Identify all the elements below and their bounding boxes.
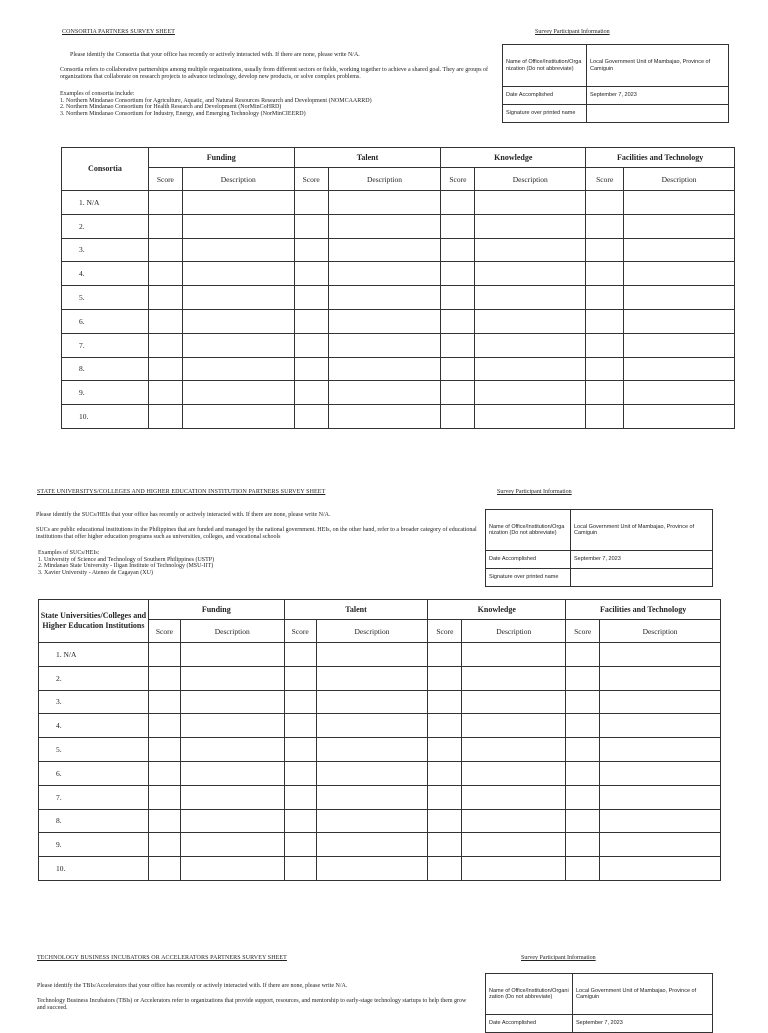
score-header: Score xyxy=(428,620,462,643)
description-cell[interactable] xyxy=(600,738,721,762)
score-cell[interactable] xyxy=(284,761,316,785)
name-label: Name of Office/Institution/Orga nization (Do not abbreviate) xyxy=(486,510,571,551)
description-cell[interactable] xyxy=(182,286,294,310)
name-value[interactable]: Local Government Unit of Mambajao, Province of Camiguin xyxy=(587,45,729,87)
section-3-title: TECHNOLOGY BUSINESS INCUBATORS OR ACCELERATORS PARTNERS SURVEY SHEET xyxy=(37,955,287,961)
description-cell[interactable] xyxy=(328,191,441,215)
row-label: 2. xyxy=(39,666,149,690)
example-item: 3. Xavier University - Ateneo de Cagayan (XU) xyxy=(38,569,153,576)
description-cell[interactable] xyxy=(624,405,735,429)
section-2-examples xyxy=(38,550,478,576)
row-label: 8. xyxy=(39,809,149,833)
description-cell[interactable] xyxy=(180,690,284,714)
description-cell[interactable] xyxy=(316,785,428,809)
table-row xyxy=(39,714,721,738)
description-cell[interactable] xyxy=(475,238,586,262)
description-cell[interactable] xyxy=(624,333,735,357)
description-cell[interactable] xyxy=(316,833,428,857)
description-cell[interactable] xyxy=(328,381,441,405)
description-cell[interactable] xyxy=(316,761,428,785)
score-cell[interactable] xyxy=(586,286,624,310)
description-cell[interactable] xyxy=(624,238,735,262)
score-cell[interactable] xyxy=(294,357,328,381)
description-cell[interactable] xyxy=(316,857,428,881)
description-header: Description xyxy=(180,620,284,643)
score-cell[interactable] xyxy=(284,809,316,833)
score-cell[interactable] xyxy=(148,785,180,809)
description-cell[interactable] xyxy=(475,286,586,310)
description-cell[interactable] xyxy=(182,238,294,262)
table-row xyxy=(62,238,735,262)
description-cell[interactable] xyxy=(600,761,721,785)
description-cell[interactable] xyxy=(475,262,586,286)
example-item: 1. University of Science and Technology of Southern Philippines (USTP) xyxy=(38,556,215,563)
score-cell[interactable] xyxy=(441,214,475,238)
score-cell[interactable] xyxy=(428,785,462,809)
score-cell[interactable] xyxy=(441,333,475,357)
description-cell[interactable] xyxy=(600,833,721,857)
name-value[interactable]: Local Government Unit of Mambajao, Province of Camiguin xyxy=(571,510,713,551)
participant-info-table-2 xyxy=(485,509,713,587)
row-label: 3. xyxy=(62,238,149,262)
score-cell[interactable] xyxy=(586,191,624,215)
date-value[interactable]: September 7, 2023 xyxy=(571,551,713,569)
table-row xyxy=(39,738,721,762)
description-header: Description xyxy=(624,168,735,191)
score-cell[interactable] xyxy=(284,666,316,690)
signature-label: Signature over printed name xyxy=(503,105,587,123)
description-cell[interactable] xyxy=(475,381,586,405)
score-cell[interactable] xyxy=(148,761,180,785)
table-row xyxy=(39,785,721,809)
score-cell[interactable] xyxy=(566,809,600,833)
description-cell[interactable] xyxy=(624,262,735,286)
score-cell[interactable] xyxy=(566,690,600,714)
description-header: Description xyxy=(462,620,566,643)
score-cell[interactable] xyxy=(294,262,328,286)
score-cell[interactable] xyxy=(148,738,180,762)
table-row xyxy=(62,191,735,215)
score-cell[interactable] xyxy=(441,238,475,262)
score-header: Score xyxy=(441,168,475,191)
description-header: Description xyxy=(328,168,441,191)
description-cell[interactable] xyxy=(462,833,566,857)
description-cell[interactable] xyxy=(475,309,586,333)
score-cell[interactable] xyxy=(294,238,328,262)
name-label: Name of Office/Institution/Orga nization (Do not abbreviate) xyxy=(503,45,587,87)
description-header: Description xyxy=(182,168,294,191)
score-cell[interactable] xyxy=(586,357,624,381)
description-cell[interactable] xyxy=(182,381,294,405)
name-value[interactable]: Local Government Unit of Mambajao, Province of Camiguin xyxy=(573,974,713,1015)
table-row xyxy=(62,214,735,238)
row-label: 8. xyxy=(62,357,149,381)
suc-hei-header: State Universities/Colleges and Higher Education Institutions xyxy=(39,600,149,643)
signature-label: Signature over printed name xyxy=(486,569,571,587)
description-cell[interactable] xyxy=(180,761,284,785)
row-label: 9. xyxy=(39,833,149,857)
description-cell[interactable] xyxy=(462,738,566,762)
score-cell[interactable] xyxy=(566,833,600,857)
score-cell[interactable] xyxy=(586,405,624,429)
section-1-instruction: Please identify the Consortia that your office has recently or actively interacted with. If there are none, please write N/A. xyxy=(70,52,360,58)
row-label: 5. xyxy=(62,286,149,310)
score-cell[interactable] xyxy=(586,309,624,333)
table-row xyxy=(39,690,721,714)
facilities-header: Facilities and Technology xyxy=(566,600,721,620)
row-label: 9. xyxy=(62,381,149,405)
suc-hei-table xyxy=(38,599,721,881)
description-cell[interactable] xyxy=(462,690,566,714)
consortia-table xyxy=(61,147,735,429)
row-label: 5. xyxy=(39,738,149,762)
score-cell[interactable] xyxy=(148,714,180,738)
row-label: 4. xyxy=(39,714,149,738)
description-header: Description xyxy=(316,620,428,643)
description-cell[interactable] xyxy=(182,333,294,357)
row-label: 2. xyxy=(62,214,149,238)
score-cell[interactable] xyxy=(586,214,624,238)
description-header: Description xyxy=(600,620,721,643)
description-cell[interactable] xyxy=(600,857,721,881)
score-cell[interactable] xyxy=(284,714,316,738)
row-label: 6. xyxy=(62,309,149,333)
score-cell[interactable] xyxy=(148,405,182,429)
section-2-definition: SUCs are public educational institutions in the Philippines that are funded and managed by the national government. HEIs, on the other hand, refer to a broader category of educational institutions that offer higher education programs such as universities, colleges, and vocational schools xyxy=(36,527,477,540)
description-cell[interactable] xyxy=(180,857,284,881)
score-cell[interactable] xyxy=(294,286,328,310)
description-cell[interactable] xyxy=(600,714,721,738)
row-label: 1. N/A xyxy=(39,643,149,667)
score-cell[interactable] xyxy=(284,643,316,667)
score-cell[interactable] xyxy=(148,690,180,714)
section-3-instruction: Please identify the TBIs/Accelerators that your office has recently or actively interacted with. If there are none, please write N/A. xyxy=(37,983,348,989)
score-cell[interactable] xyxy=(294,381,328,405)
signature-field[interactable] xyxy=(571,569,713,587)
score-cell[interactable] xyxy=(148,191,182,215)
score-cell[interactable] xyxy=(148,381,182,405)
description-cell[interactable] xyxy=(182,357,294,381)
section-1-definition: Consortia refers to collaborative partnerships among multiple organizations, usually from different sectors or fields, working together to achieve a shared goal. They are groups of organizations that collaborate on research projects to advance technology, develop new products, or solve complex problems. xyxy=(60,67,489,80)
description-cell[interactable] xyxy=(462,643,566,667)
description-cell[interactable] xyxy=(624,357,735,381)
description-cell[interactable] xyxy=(180,785,284,809)
participant-info-title-2: Survey Participant Information xyxy=(497,489,572,495)
score-header: Score xyxy=(148,620,180,643)
description-cell[interactable] xyxy=(182,405,294,429)
description-cell[interactable] xyxy=(180,738,284,762)
score-cell[interactable] xyxy=(586,238,624,262)
description-cell[interactable] xyxy=(462,761,566,785)
description-cell[interactable] xyxy=(328,238,441,262)
description-cell[interactable] xyxy=(328,405,441,429)
description-cell[interactable] xyxy=(475,191,586,215)
funding-header: Funding xyxy=(148,148,294,168)
description-cell[interactable] xyxy=(180,809,284,833)
score-cell[interactable] xyxy=(428,833,462,857)
score-cell[interactable] xyxy=(294,333,328,357)
description-cell[interactable] xyxy=(328,286,441,310)
example-item: 2. Northern Mindanao Consortium for Health Research and Development (NorMinCoHRD) xyxy=(60,104,282,111)
score-cell[interactable] xyxy=(148,809,180,833)
date-label: Date Accomplished xyxy=(486,551,571,569)
description-cell[interactable] xyxy=(600,809,721,833)
name-label: Name of Office/Institution/Organi zation (Do not abbreviate) xyxy=(486,974,573,1015)
description-cell[interactable] xyxy=(624,191,735,215)
table-row xyxy=(62,333,735,357)
row-label: 6. xyxy=(39,761,149,785)
row-label: 7. xyxy=(39,785,149,809)
description-cell[interactable] xyxy=(475,214,586,238)
score-header: Score xyxy=(566,620,600,643)
description-cell[interactable] xyxy=(316,690,428,714)
score-cell[interactable] xyxy=(148,238,182,262)
score-cell[interactable] xyxy=(566,785,600,809)
section-2-instruction: Please identify the SUCs/HEIs that your office has recently or actively interacted with. If there are none, please write N/A. xyxy=(36,512,331,518)
participant-info-table-1 xyxy=(502,44,729,123)
description-cell[interactable] xyxy=(600,666,721,690)
description-cell[interactable] xyxy=(600,785,721,809)
section-1-title: CONSORTIA PARTNERS SURVEY SHEET xyxy=(62,29,175,35)
date-label: Date Accomplished xyxy=(486,1015,573,1033)
examples-heading: Examples of consortia include: xyxy=(60,91,135,97)
description-cell[interactable] xyxy=(180,833,284,857)
description-cell[interactable] xyxy=(182,214,294,238)
example-item: 3. Northern Mindanao Consortium for Industry, Energy, and Emerging Technology (NorMinCIEERD) xyxy=(60,110,306,117)
score-cell[interactable] xyxy=(441,405,475,429)
description-cell[interactable] xyxy=(316,666,428,690)
example-item: 1. Northern Mindanao Consortium for Agriculture, Aquatic, and Natural Resources Research and Development (NOMCAARRD) xyxy=(60,97,372,104)
description-cell[interactable] xyxy=(475,357,586,381)
score-cell[interactable] xyxy=(441,286,475,310)
description-cell[interactable] xyxy=(316,738,428,762)
description-cell[interactable] xyxy=(462,714,566,738)
participant-info-table-3 xyxy=(485,973,713,1033)
description-cell[interactable] xyxy=(316,714,428,738)
table-row xyxy=(39,809,721,833)
section-2-title: STATE UNIVERSITYS/COLLEGES AND HIGHER EDUCATION INSTITUTION PARTNERS SURVEY SHEET xyxy=(37,489,326,495)
description-cell[interactable] xyxy=(180,714,284,738)
score-cell[interactable] xyxy=(566,738,600,762)
description-cell[interactable] xyxy=(182,262,294,286)
date-label: Date Accomplished xyxy=(503,87,587,105)
table-row xyxy=(39,857,721,881)
section-1-examples xyxy=(60,91,500,117)
score-cell[interactable] xyxy=(148,643,180,667)
description-cell[interactable] xyxy=(624,309,735,333)
description-cell[interactable] xyxy=(328,333,441,357)
score-cell[interactable] xyxy=(428,809,462,833)
table-row xyxy=(62,286,735,310)
row-label: 3. xyxy=(39,690,149,714)
description-cell[interactable] xyxy=(462,809,566,833)
score-cell[interactable] xyxy=(566,714,600,738)
description-cell[interactable] xyxy=(328,309,441,333)
description-cell[interactable] xyxy=(316,809,428,833)
score-cell[interactable] xyxy=(428,857,462,881)
row-label: 4. xyxy=(62,262,149,286)
score-cell[interactable] xyxy=(294,405,328,429)
score-cell[interactable] xyxy=(441,262,475,286)
score-cell[interactable] xyxy=(284,857,316,881)
score-cell[interactable] xyxy=(566,666,600,690)
table-row xyxy=(62,262,735,286)
date-value[interactable]: September 7, 2023 xyxy=(587,87,729,105)
score-cell[interactable] xyxy=(148,333,182,357)
score-cell[interactable] xyxy=(566,857,600,881)
table-row xyxy=(39,761,721,785)
row-label: 10. xyxy=(62,405,149,429)
score-cell[interactable] xyxy=(428,666,462,690)
description-cell[interactable] xyxy=(328,214,441,238)
table-row xyxy=(62,405,735,429)
description-cell[interactable] xyxy=(600,643,721,667)
score-cell[interactable] xyxy=(284,738,316,762)
consortia-header: Consortia xyxy=(62,148,149,191)
description-cell[interactable] xyxy=(475,405,586,429)
score-cell[interactable] xyxy=(148,214,182,238)
description-cell[interactable] xyxy=(182,191,294,215)
score-header: Score xyxy=(586,168,624,191)
description-cell[interactable] xyxy=(462,857,566,881)
description-cell[interactable] xyxy=(462,666,566,690)
description-cell[interactable] xyxy=(182,309,294,333)
score-cell[interactable] xyxy=(586,333,624,357)
participant-info-title-1: Survey Participant Information xyxy=(535,29,610,35)
score-cell[interactable] xyxy=(284,785,316,809)
table-row xyxy=(62,357,735,381)
score-cell[interactable] xyxy=(566,761,600,785)
score-cell[interactable] xyxy=(586,262,624,286)
score-cell[interactable] xyxy=(294,309,328,333)
description-cell[interactable] xyxy=(462,785,566,809)
table-row xyxy=(39,666,721,690)
row-label: 7. xyxy=(62,333,149,357)
description-cell[interactable] xyxy=(475,333,586,357)
score-cell[interactable] xyxy=(428,714,462,738)
talent-header: Talent xyxy=(284,600,428,620)
score-cell[interactable] xyxy=(566,643,600,667)
score-cell[interactable] xyxy=(428,761,462,785)
score-cell[interactable] xyxy=(148,309,182,333)
participant-info-title-3: Survey Participant Information xyxy=(521,955,596,961)
row-label: 1. N/A xyxy=(62,191,149,215)
funding-header: Funding xyxy=(148,600,284,620)
score-cell[interactable] xyxy=(148,666,180,690)
score-cell[interactable] xyxy=(428,738,462,762)
description-cell[interactable] xyxy=(624,381,735,405)
score-cell[interactable] xyxy=(441,191,475,215)
example-item: 2. Mindanao State University - Iligan Institute of Technology (MSU-IIT) xyxy=(38,563,214,570)
description-cell[interactable] xyxy=(624,286,735,310)
knowledge-header: Knowledge xyxy=(441,148,586,168)
score-cell[interactable] xyxy=(284,833,316,857)
score-cell[interactable] xyxy=(148,833,180,857)
score-cell[interactable] xyxy=(148,262,182,286)
table-row xyxy=(62,309,735,333)
row-label: 10. xyxy=(39,857,149,881)
date-value[interactable]: September 7, 2023 xyxy=(573,1015,713,1033)
signature-field[interactable] xyxy=(587,105,729,123)
table-row xyxy=(39,833,721,857)
score-cell[interactable] xyxy=(441,357,475,381)
description-cell[interactable] xyxy=(624,214,735,238)
description-header: Description xyxy=(475,168,586,191)
score-cell[interactable] xyxy=(148,286,182,310)
score-cell[interactable] xyxy=(294,191,328,215)
description-cell[interactable] xyxy=(316,643,428,667)
facilities-header: Facilities and Technology xyxy=(586,148,735,168)
knowledge-header: Knowledge xyxy=(428,600,566,620)
score-cell[interactable] xyxy=(441,309,475,333)
talent-header: Talent xyxy=(294,148,441,168)
score-cell[interactable] xyxy=(428,690,462,714)
score-cell[interactable] xyxy=(148,857,180,881)
score-header: Score xyxy=(148,168,182,191)
description-cell[interactable] xyxy=(600,690,721,714)
description-cell[interactable] xyxy=(180,643,284,667)
description-cell[interactable] xyxy=(328,262,441,286)
score-cell[interactable] xyxy=(441,381,475,405)
section-3-definition: Technology Business Incubators (TBIs) or Accelerators refer to organizations that provide support, resources, and mentorship to early-stage technology startups to help them grow and succeed. xyxy=(37,998,467,1011)
examples-heading: Examples of SUCs/HEIs: xyxy=(38,550,100,556)
score-header: Score xyxy=(284,620,316,643)
description-cell[interactable] xyxy=(328,357,441,381)
table-row xyxy=(39,643,721,667)
score-cell[interactable] xyxy=(284,690,316,714)
score-cell[interactable] xyxy=(294,214,328,238)
score-cell[interactable] xyxy=(148,357,182,381)
score-cell[interactable] xyxy=(428,643,462,667)
description-cell[interactable] xyxy=(180,666,284,690)
score-cell[interactable] xyxy=(586,381,624,405)
score-header: Score xyxy=(294,168,328,191)
table-row xyxy=(62,381,735,405)
